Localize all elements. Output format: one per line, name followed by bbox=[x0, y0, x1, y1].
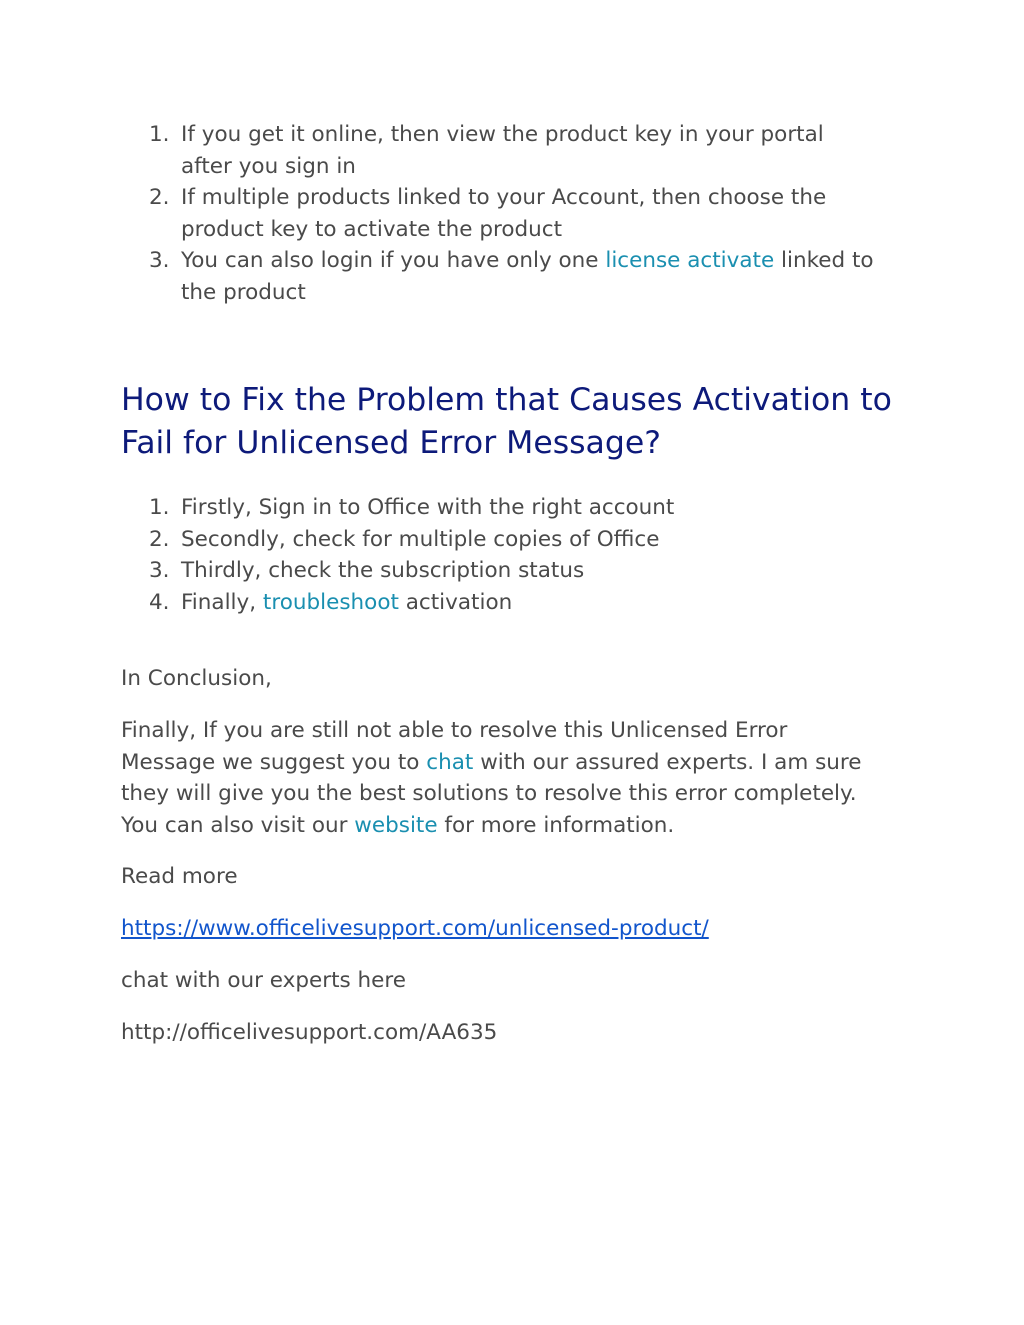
website-link[interactable]: website bbox=[354, 812, 438, 838]
list-number: 2. bbox=[149, 185, 170, 211]
list-item-text: Finally, bbox=[181, 589, 263, 615]
fix-steps-list bbox=[121, 492, 911, 618]
list-item-text: linked to bbox=[774, 248, 874, 274]
list-number: 3. bbox=[149, 248, 170, 274]
section-heading bbox=[121, 379, 921, 465]
troubleshoot-link[interactable]: troubleshoot bbox=[262, 589, 399, 615]
list-number: 2. bbox=[149, 526, 170, 552]
list-item-text: Secondly, check for multiple copies of Office bbox=[181, 526, 660, 552]
list-item bbox=[121, 245, 911, 308]
chat-url-text: http://officelivesupport.com/AA635 bbox=[121, 1020, 498, 1045]
list-number: 1. bbox=[149, 495, 170, 520]
heading-line: Fail for Unlicensed Error Message? bbox=[121, 425, 661, 461]
conclusion-label: In Conclusion, bbox=[121, 666, 272, 691]
paragraph-text: Message we suggest you to bbox=[121, 749, 427, 775]
list-item bbox=[121, 524, 911, 556]
paragraph-text: with our assured experts. I am sure bbox=[473, 749, 862, 775]
list-item bbox=[121, 587, 911, 619]
list-item bbox=[121, 492, 911, 524]
list-item bbox=[121, 555, 911, 587]
unlicensed-product-url-link[interactable]: https://www.officelivesupport.com/unlicensed-product/ bbox=[121, 916, 709, 941]
activation-steps-list bbox=[121, 119, 911, 309]
list-item-text: Firstly, Sign in to Office with the right account bbox=[181, 495, 675, 520]
license-activate-link[interactable]: license activate bbox=[605, 248, 775, 274]
list-item-text: after you sign in bbox=[181, 153, 356, 179]
list-item-text: If multiple products linked to your Account, then choose the bbox=[181, 185, 827, 211]
list-item-text: Thirdly, check the subscription status bbox=[181, 558, 585, 584]
conclusion-paragraph bbox=[121, 715, 911, 841]
list-item-text: You can also login if you have only one bbox=[181, 248, 606, 274]
list-item bbox=[121, 119, 911, 182]
list-item-text: product key to activate the product bbox=[181, 216, 563, 242]
list-item-text: the product bbox=[181, 279, 306, 305]
paragraph-text: Finally, If you are still not able to resolve this Unlicensed Error bbox=[121, 718, 788, 743]
paragraph-text: they will give you the best solutions to resolve this error completely. bbox=[121, 781, 857, 807]
list-number: 1. bbox=[149, 122, 170, 147]
paragraph-text: You can also visit our bbox=[121, 812, 355, 838]
list-number: 3. bbox=[149, 558, 170, 584]
list-item-text: activation bbox=[398, 589, 513, 615]
list-number: 4. bbox=[149, 589, 170, 615]
read-more-label: Read more bbox=[121, 864, 238, 889]
heading-line: How to Fix the Problem that Causes Activation to bbox=[121, 382, 892, 418]
paragraph-text: for more information. bbox=[437, 812, 675, 838]
list-item-text: If you get it online, then view the product key in your portal bbox=[181, 122, 824, 147]
list-item bbox=[121, 182, 911, 245]
chat-experts-label: chat with our experts here bbox=[121, 968, 406, 993]
chat-link[interactable]: chat bbox=[426, 749, 474, 775]
read-more-url-line bbox=[121, 913, 911, 945]
